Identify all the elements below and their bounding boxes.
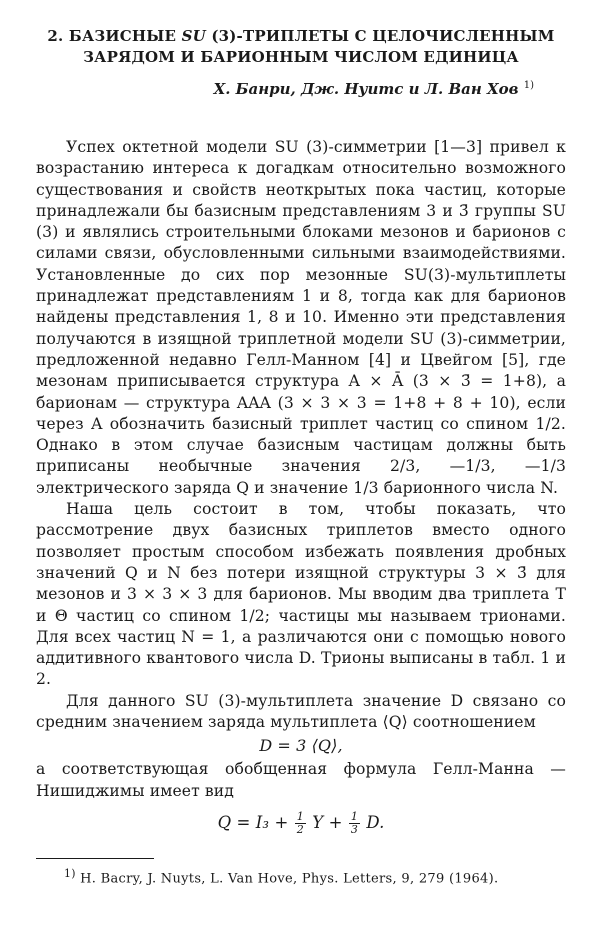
authors xyxy=(36,76,566,99)
title-part-1: БАЗИСНЫЕ xyxy=(68,27,177,45)
paragraph-4: а соответствующая обобщенная формула Гелл-Манна — Нишиджимы имеет вид xyxy=(36,760,566,800)
author-names: Х. Банри, Дж. Нуитс и Л. Ван Хов xyxy=(213,80,519,98)
formula-lhs: Q = I₃ + xyxy=(217,812,289,832)
author-footnote-mark: 1) xyxy=(523,80,534,91)
title-line-1 xyxy=(36,26,566,47)
fraction-third xyxy=(349,811,360,836)
article-body xyxy=(36,137,566,838)
footnote-text: H. Bacry, J. Nuyts, L. Van Hove, Phys. Letters, 9, 279 (1964). xyxy=(80,871,499,887)
fraction-third-den: 3 xyxy=(350,822,358,836)
fraction-half-num: 1 xyxy=(296,809,304,823)
title-part-2: (3)-ТРИПЛЕТЫ С ЦЕЛОЧИСЛЕННЫМ xyxy=(211,27,555,45)
paragraph-2: Наша цель состоит в том, чтобы показать, что рассмотрение двух базисных триплетов вместо одного позволяет простым способом избежать появления дробных значений Q и N без потери изящной структуры 3 × 3̄ для мезонов и 3 × 3 × 3 для барионов. Мы вводим два триплета T и Θ частиц со спином 1/2; частицы мы называем трионами. Для всех частиц N = 1, а различаются они с помощью нового аддитивного квантового числа D. Трионы выписаны в табл. 1 и 2. xyxy=(36,500,566,689)
formula-mid: Y + xyxy=(312,812,343,832)
paragraph-1: Успех октетной модели SU (3)-симметрии [1—3] привел к возрастанию интереса к догадкам относительно возможного существования и свойств неоткрытых пока частиц, которые принадлежали бы базисным представлениям 3 и 3̄ группы SU (3) и являлись строительными блоками мезонов и барионов с силами связи, обусловленными сильными взаимодействиями. Установленные до сих пор мезонные SU(3)-мультиплеты принадлежат представлениям 1 и 8, тогда как для барионов найдены представления 1, 8 и 10. Именно эти представления получаются в изящной триплетной модели SU (3)-симметрии, предложенной недавно Гелл-Манном [4] и Цвейгом [5], где мезонам приписывается структура A × Ā (3 × 3̄ = 1+8), а барионам — структура AAA (3 × 3 × 3 = 1+8 + 8 + 10), если через A обозначить базисный триплет частиц со спином 1/2. Однако в этом случае базисным частицам должны быть приписаны необычные значения 2/3, —1/3, —1/3 электрического заряда Q и значение 1/3 барионного числа N. xyxy=(36,138,566,497)
footnote-mark: 1) xyxy=(64,866,76,880)
fraction-half xyxy=(295,811,306,836)
article-title xyxy=(36,26,566,68)
paragraph-3: Для данного SU (3)-мультиплета значение D связано со средним значением заряда мультиплета ⟨Q⟩ соотношением xyxy=(36,691,566,732)
page xyxy=(36,26,566,887)
fraction-half-den: 2 xyxy=(296,822,304,836)
title-line-2: ЗАРЯДОМ И БАРИОННЫМ ЧИСЛОМ ЕДИНИЦА xyxy=(83,48,519,66)
formula-d: D = 3 ⟨Q⟩, xyxy=(259,736,343,756)
formula-gell-mann xyxy=(36,808,566,838)
formula-end: D. xyxy=(366,812,385,832)
footnote xyxy=(36,865,566,887)
fraction-third-num: 1 xyxy=(350,809,358,823)
section-number: 2. xyxy=(47,27,64,45)
title-su: SU xyxy=(181,27,206,45)
footnote-divider xyxy=(36,858,154,859)
